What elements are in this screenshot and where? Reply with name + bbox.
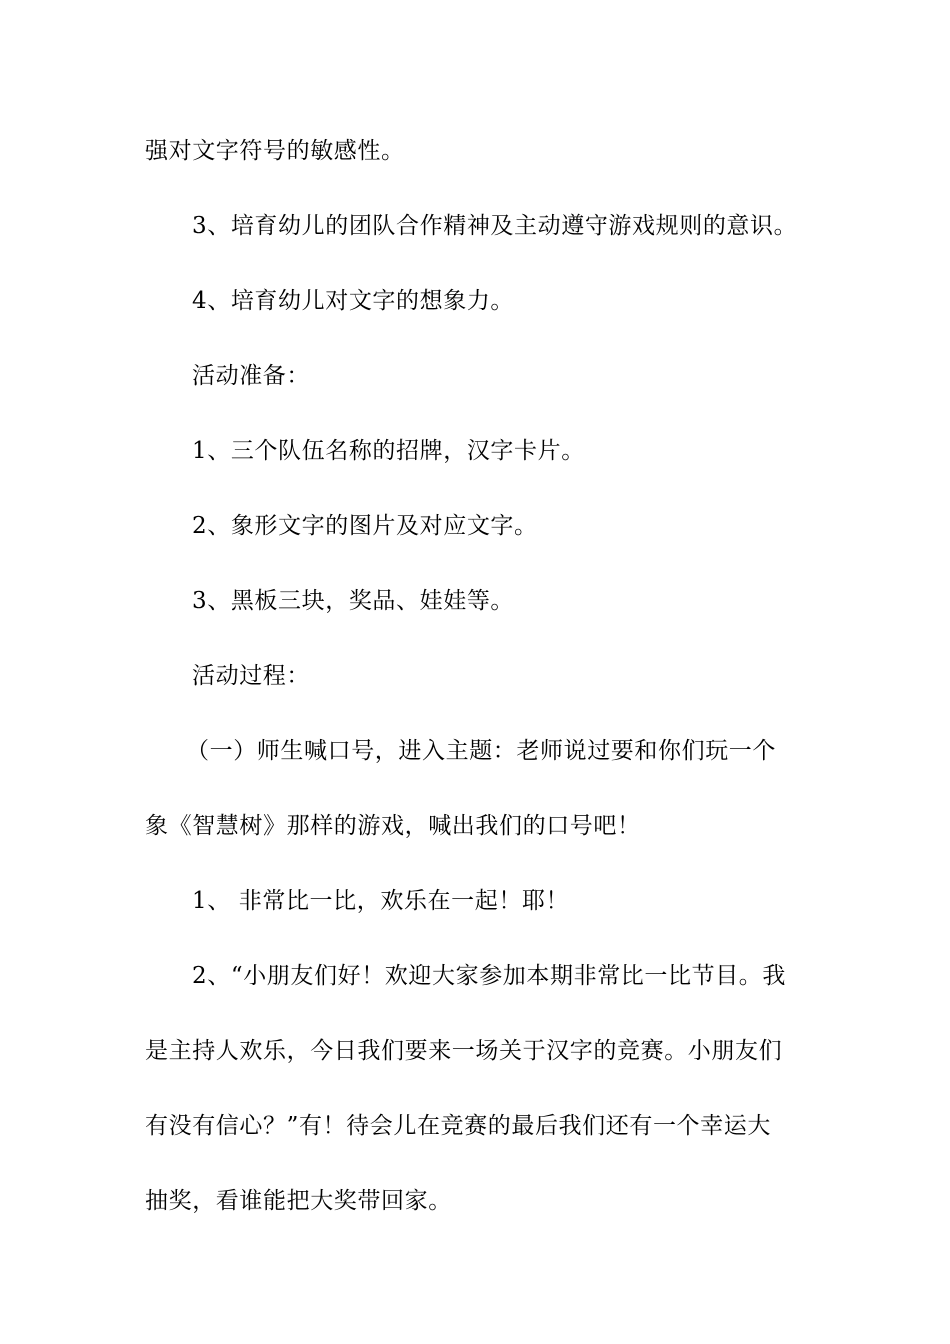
text-line-12: 2、“小朋友们好！欢迎大家参加本期非常比一比节目。我 <box>192 963 786 989</box>
text-line-3: 4、培育幼儿对文字的想象力。 <box>192 288 515 314</box>
text-line-14: 有没有信心？”有！待会儿在竞赛的最后我们还有一个幸运大 <box>145 1113 771 1139</box>
section-heading-process: 活动过程： <box>192 663 310 689</box>
text-line-15: 抽奖，看谁能把大奖带回家。 <box>145 1188 452 1214</box>
text-line-9: （一）师生喊口号，进入主题：老师说过要和你们玩一个 <box>186 738 776 764</box>
section-heading-preparation: 活动准备： <box>192 363 310 389</box>
text-line-7: 3、黑板三块，奖品、娃娃等。 <box>192 588 515 614</box>
text-line-13: 是主持人欢乐，今日我们要来一场关于汉字的竞赛。小朋友们 <box>145 1038 783 1064</box>
text-line-6: 2、象形文字的图片及对应文字。 <box>192 513 538 539</box>
text-line-11: 1、 非常比一比，欢乐在一起！耶！ <box>192 888 570 914</box>
text-line-5: 1、三个队伍名称的招牌，汉字卡片。 <box>192 438 585 464</box>
text-line-1: 强对文字符号的敏感性。 <box>145 138 405 164</box>
text-line-10: 象《智慧树》那样的游戏，喊出我们的口号吧！ <box>145 813 641 839</box>
text-line-2: 3、培育幼儿的团队合作精神及主动遵守游戏规则的意识。 <box>192 213 798 239</box>
